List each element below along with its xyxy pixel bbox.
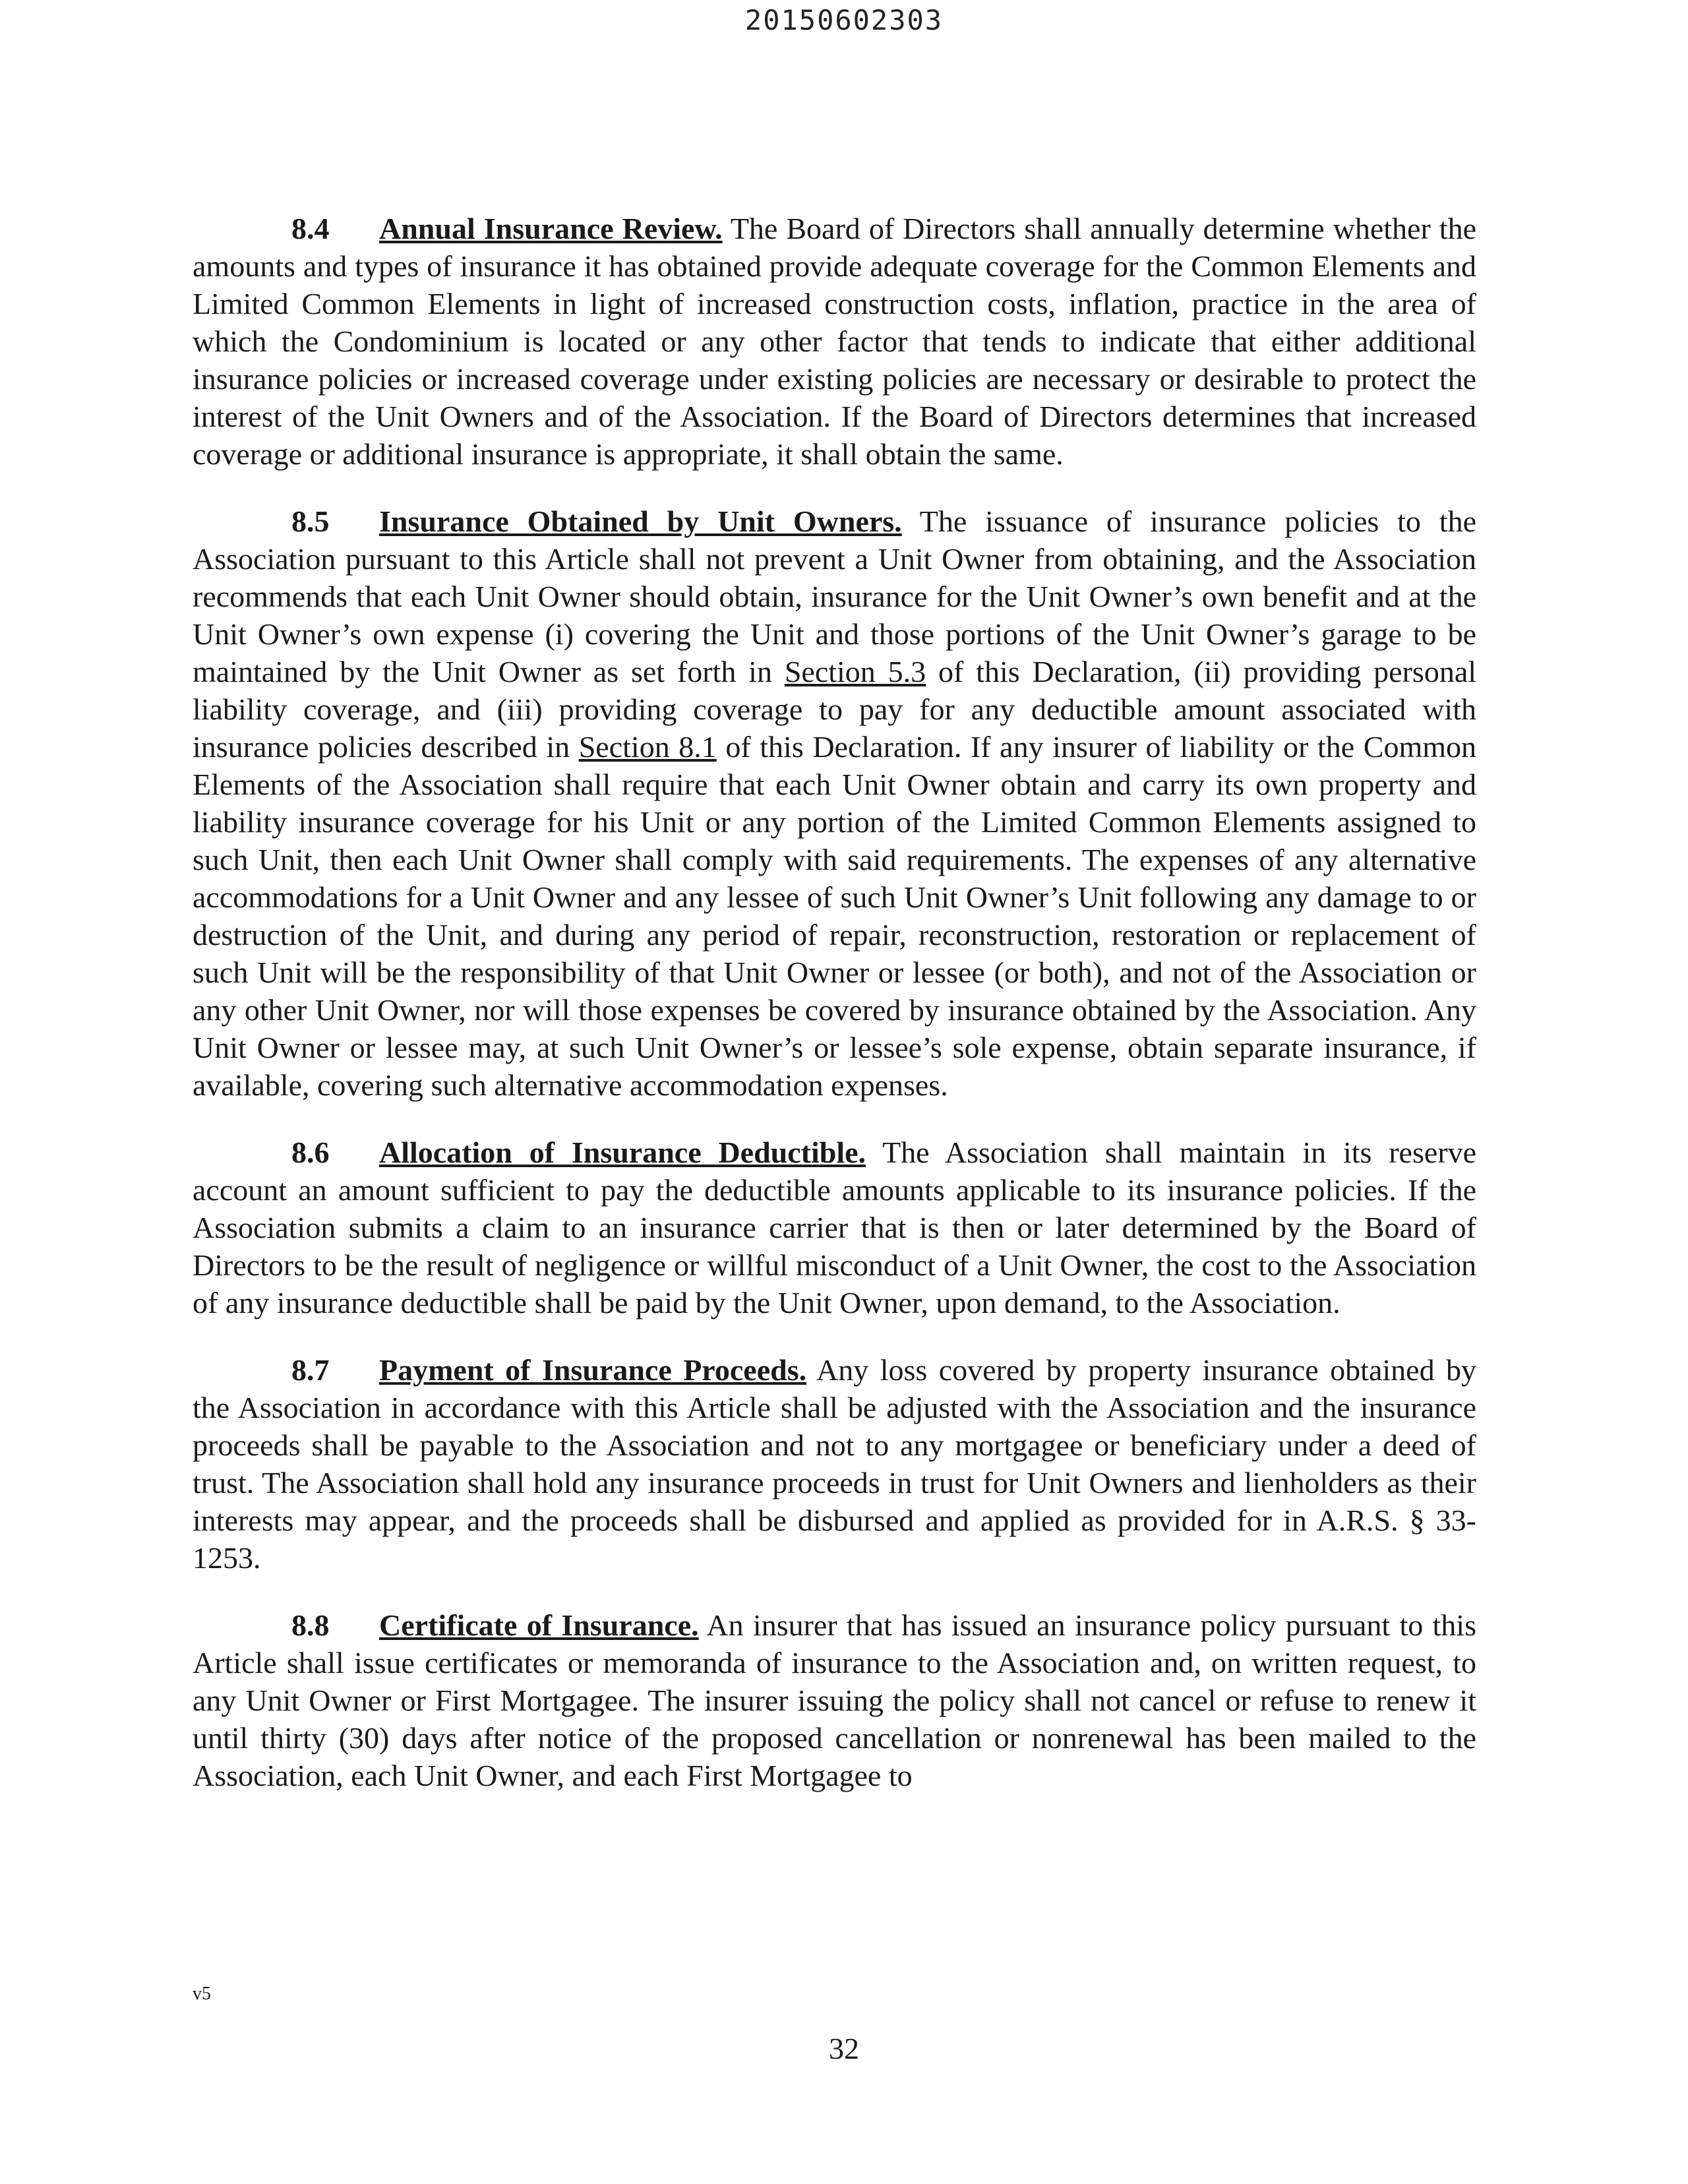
section-number: 8.6 bbox=[291, 1136, 330, 1169]
section-number: 8.4 bbox=[291, 212, 330, 245]
section-8-7 bbox=[193, 1351, 1476, 1577]
section-title: Allocation of Insurance Deductible. bbox=[379, 1136, 866, 1169]
section-text: of this Declaration. If any insurer of liability or the Common Elements of the Association shall require that each Unit Owner obtain and carry its own property and liability insurance coverage for his Unit or any portion of the Limited Common Elements assigned to such Unit, then each Unit Owner shall comply with said requirements. The expenses of any alternative accommodations for a Unit Owner and any lessee of such Unit Owner’s Unit following any damage to or destruction of the Unit, and during any period of repair, reconstruction, restoration or replacement of such Unit will be the responsibility of that Unit Owner or lessee (or both), and not of the Association or any other Unit Owner, nor will those expenses be covered by insurance obtained by the Association. Any Unit Owner or lessee may, at such Unit Owner’s or lessee’s sole expense, obtain separate insurance, if available, covering such alternative accommodation expenses. bbox=[193, 730, 1477, 1102]
section-reference-5-3: Section 5.3 bbox=[784, 655, 926, 688]
section-text: Any loss covered by property insurance obtained by the Association in accordance with this Article shall be adjusted with the Association and the insurance proceeds shall be payable to the Association and not to any mortgagee or beneficiary under a deed of trust. The Association shall hold any insurance proceeds in trust for Unit Owners and lienholders as their interests may appear, and the proceeds shall be disbursed and applied as provided for in A.R.S. § 33-1253. bbox=[193, 1353, 1477, 1575]
section-title: Payment of Insurance Proceeds. bbox=[379, 1353, 807, 1387]
section-number: 8.7 bbox=[291, 1353, 330, 1387]
section-number: 8.8 bbox=[291, 1608, 330, 1642]
section-8-4 bbox=[193, 210, 1476, 473]
section-text: The issuance of insurance policies to the Association pursuant to this Article shall not prevent a Unit Owner from obtaining, and the Association recommends that each Unit Owner should obtain, insurance for the Unit Owner’s own benefit and at the Unit Owner’s own expense (i) covering the Unit and those portions of the Unit Owner’s garage to be maintained by the Unit Owner as set forth in bbox=[193, 504, 1477, 688]
section-text: of this Declaration, (ii) providing personal liability coverage, and (iii) providing coverage to pay for any deductible amount associated with insurance policies described in bbox=[193, 655, 1477, 764]
section-title: Insurance Obtained by Unit Owners. bbox=[379, 504, 902, 538]
section-text: An insurer that has issued an insurance policy pursuant to this Article shall issue certificates or memoranda of insurance to the Association and, on written request, to any Unit Owner or First Mortgagee. The insurer issuing the policy shall not cancel or refuse to renew it until thirty (30) days after notice of the proposed cancellation or nonrenewal has been mailed to the Association, each Unit Owner, and each First Mortgagee to bbox=[193, 1608, 1476, 1792]
section-text: The Association shall maintain in its reserve account an amount sufficient to pay the deductible amounts applicable to its insurance policies. If the Association submits a claim to an insurance carrier that is then or later determined by the Board of Directors to be the result of negligence or willful misconduct of a Unit Owner, the cost to the Association of any insurance deductible shall be paid by the Unit Owner, upon demand, to the Association. bbox=[193, 1136, 1477, 1320]
section-8-6 bbox=[193, 1134, 1476, 1321]
section-title: Annual Insurance Review. bbox=[379, 212, 723, 245]
section-8-5 bbox=[193, 502, 1476, 1104]
document-body bbox=[193, 210, 1476, 1824]
section-reference-8-1: Section 8.1 bbox=[578, 730, 717, 764]
section-title: Certificate of Insurance. bbox=[379, 1608, 699, 1642]
version-label: v5 bbox=[193, 1984, 211, 2004]
section-8-8 bbox=[193, 1606, 1476, 1794]
page-number: 32 bbox=[829, 2032, 859, 2065]
section-text: The Board of Directors shall annually determine whether the amounts and types of insurance it has obtained provide adequate coverage for the Common Elements and Limited Common Elements in light of increased construction costs, inflation, practice in the area of which the Condominium is located or any other factor that tends to indicate that either additional insurance policies or increased coverage under existing policies are necessary or desirable to protect the interest of the Unit Owners and of the Association. If the Board of Directors determines that increased coverage or additional insurance is appropriate, it shall obtain the same. bbox=[193, 212, 1476, 471]
document-number: 20150602303 bbox=[744, 4, 944, 36]
section-number: 8.5 bbox=[291, 504, 330, 538]
